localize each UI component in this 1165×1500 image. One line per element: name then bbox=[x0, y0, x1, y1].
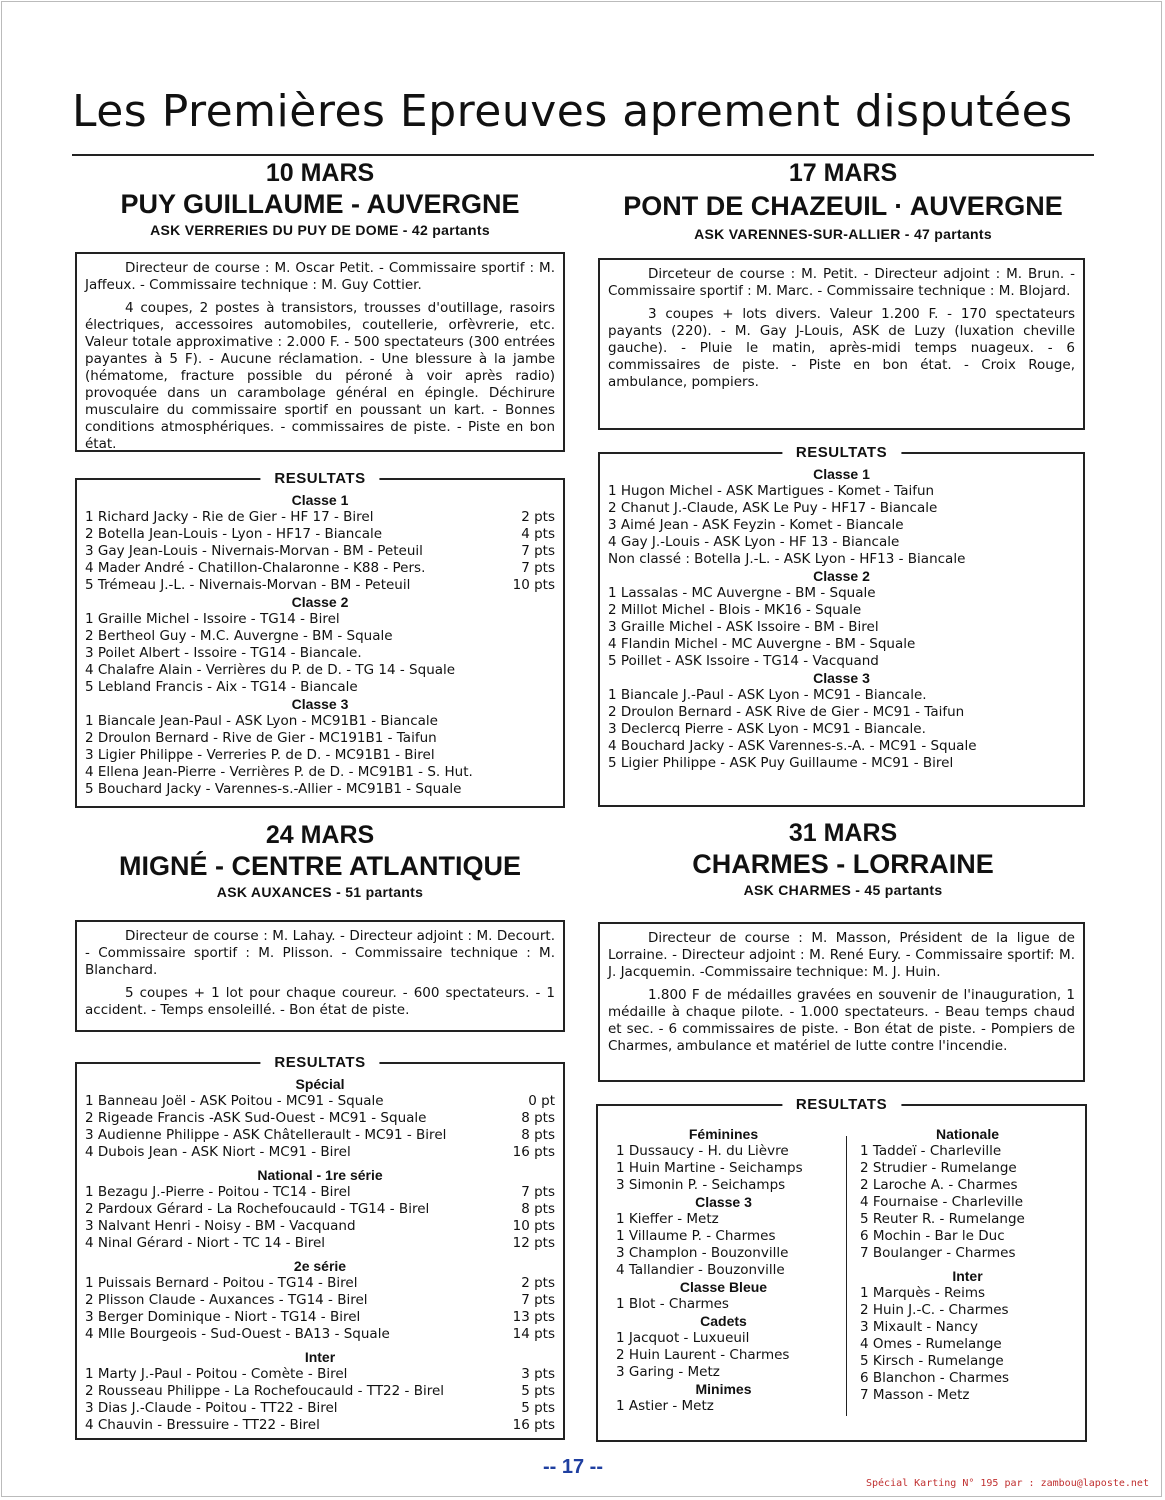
results-box-3 bbox=[75, 1054, 565, 1440]
result-points: 7 pts bbox=[521, 560, 555, 576]
result-entry: 1 Marty J.-Paul - Poitou - Comète - Birel bbox=[85, 1366, 348, 1382]
result-row bbox=[860, 1194, 1075, 1211]
result-points bbox=[1029, 687, 1075, 704]
result-entry: 1 Huin Martine - Seichamps bbox=[616, 1160, 803, 1176]
result-row bbox=[85, 747, 555, 764]
result-entry: 7 Masson - Metz bbox=[860, 1387, 970, 1403]
result-row bbox=[85, 1144, 555, 1161]
result-row bbox=[85, 1184, 555, 1201]
result-entry: 4 Bouchard Jacky - ASK Varennes-s.-A. - MC91 - Squale bbox=[608, 738, 977, 754]
result-entry: 1 Graille Michel - Issoire - TG14 - Birel bbox=[85, 611, 340, 627]
column-divider bbox=[846, 1136, 847, 1416]
result-row bbox=[860, 1177, 1075, 1194]
result-entry: 5 Trémeau J.-L. - Nivernais-Morvan - BM - Peteuil bbox=[85, 577, 411, 593]
result-entry: 2 Plisson Claude - Auxances - TG14 - Birel bbox=[85, 1292, 368, 1308]
class-heading: Classe 3 bbox=[695, 1194, 752, 1210]
result-entry: 2 Bertheol Guy - M.C. Auvergne - BM - Squale bbox=[85, 628, 393, 644]
result-entry: 1 Kieffer - Metz bbox=[616, 1211, 719, 1227]
result-row bbox=[85, 1383, 555, 1400]
result-points bbox=[509, 645, 555, 662]
result-row bbox=[616, 1347, 831, 1364]
results-heading: RESULTATS bbox=[260, 1054, 379, 1072]
result-points bbox=[1029, 704, 1075, 721]
result-entry: 3 Poilet Albert - Issoire - TG14 - Biancale. bbox=[85, 645, 362, 661]
result-row bbox=[85, 645, 555, 662]
result-row bbox=[608, 517, 1075, 534]
results-heading: RESULTATS bbox=[782, 444, 901, 462]
info-box-4 bbox=[598, 922, 1085, 1082]
result-row bbox=[608, 653, 1075, 670]
section-club: ASK AUXANCES - 51 partants bbox=[216, 884, 424, 900]
result-points bbox=[1029, 483, 1075, 500]
result-row bbox=[860, 1302, 1075, 1319]
result-points bbox=[509, 730, 555, 747]
section-header-3 bbox=[75, 820, 565, 902]
info-paragraph: 1.800 F de médailles gravées en souvenir de l'inauguration, 1 médaille à chaque pilote. - 1.000 spectateurs. - Beau temps chaud et sec. - 6 commissaires de piste. - Bon état de piste. - Pompiers de Charmes, ambulance et matériel de lutte contre l'incendie. bbox=[608, 987, 1075, 1054]
result-entry: 2 Pardoux Gérard - La Rochefoucauld - TG14 - Birel bbox=[85, 1201, 430, 1217]
result-points: 13 pts bbox=[512, 1309, 555, 1325]
result-entry: 4 Flandin Michel - MC Auvergne - BM - Squale bbox=[608, 636, 916, 652]
result-entry: 1 Blot - Charmes bbox=[616, 1296, 729, 1312]
result-entry: 2 Laroche A. - Charmes bbox=[860, 1177, 1018, 1193]
result-row bbox=[85, 526, 555, 543]
result-points bbox=[1029, 721, 1075, 738]
result-row bbox=[85, 577, 555, 594]
result-row bbox=[85, 1309, 555, 1326]
result-entry: 2 Droulon Bernard - ASK Rive de Gier - MC91 - Taifun bbox=[608, 704, 965, 720]
result-row bbox=[608, 755, 1075, 772]
result-row bbox=[85, 1127, 555, 1144]
result-points: 16 pts bbox=[512, 1144, 555, 1160]
result-points: 14 pts bbox=[512, 1326, 555, 1342]
result-row bbox=[608, 738, 1075, 755]
result-points bbox=[1029, 653, 1075, 670]
result-points: 5 pts bbox=[521, 1400, 555, 1416]
page-title: Les Premières Epreuves aprement disputées bbox=[72, 86, 1073, 137]
result-entry: 4 Dubois Jean - ASK Niort - MC91 - Birel bbox=[85, 1144, 351, 1160]
result-entry: 3 Garing - Metz bbox=[616, 1364, 720, 1380]
result-entry: 3 Nalvant Henri - Noisy - BM - Vacquand bbox=[85, 1218, 356, 1234]
info-paragraph: Directeur de course : M. Masson, Président de la ligue de Lorraine. - Directeur adjoint : M. René Eury. - Commissaire sportif: M. J. Jacquemin. -Commissaire technique: M. J. Huin. bbox=[608, 930, 1075, 980]
result-row bbox=[860, 1228, 1075, 1245]
result-entry: 3 Champlon - Bouzonville bbox=[616, 1245, 789, 1261]
class-heading: Inter bbox=[304, 1349, 336, 1365]
result-entry: 3 Graille Michel - ASK Issoire - BM - Birel bbox=[608, 619, 879, 635]
result-points bbox=[509, 611, 555, 628]
result-entry: 2 Huin Laurent - Charmes bbox=[616, 1347, 790, 1363]
result-points bbox=[509, 713, 555, 730]
result-row bbox=[860, 1143, 1075, 1160]
result-row bbox=[85, 543, 555, 560]
section-club: ASK VERRERIES DU PUY DE DOME - 42 partants bbox=[150, 222, 490, 238]
result-points bbox=[1029, 619, 1075, 636]
result-entry: 1 Dussaucy - H. du Lièvre bbox=[616, 1143, 789, 1159]
result-row bbox=[616, 1160, 831, 1177]
info-box-2 bbox=[598, 258, 1085, 430]
result-row bbox=[85, 679, 555, 696]
result-points bbox=[1029, 534, 1075, 551]
section-date: 17 MARS bbox=[788, 159, 898, 187]
result-row bbox=[608, 602, 1075, 619]
result-points bbox=[1029, 738, 1075, 755]
result-row bbox=[860, 1245, 1075, 1262]
result-row bbox=[85, 1326, 555, 1343]
result-row bbox=[608, 483, 1075, 500]
result-row bbox=[860, 1370, 1075, 1387]
result-row bbox=[85, 1218, 555, 1235]
result-row bbox=[85, 1417, 555, 1434]
result-row bbox=[616, 1262, 831, 1279]
result-entry: 2 Chanut J.-Claude, ASK Le Puy - HF17 - Biancale bbox=[608, 500, 938, 516]
result-row bbox=[85, 509, 555, 526]
result-points: 8 pts bbox=[521, 1110, 555, 1126]
result-row bbox=[85, 1292, 555, 1309]
class-heading: Classe Bleue bbox=[679, 1279, 768, 1295]
result-entry: 2 Rigeade Francis -ASK Sud-Ouest - MC91 - Squale bbox=[85, 1110, 427, 1126]
result-points: 8 pts bbox=[521, 1201, 555, 1217]
result-points bbox=[509, 764, 555, 781]
result-points bbox=[1029, 636, 1075, 653]
result-row bbox=[85, 1235, 555, 1252]
section-header-1 bbox=[75, 158, 565, 240]
result-entry: 4 Tallandier - Bouzonville bbox=[616, 1262, 785, 1278]
class-heading: Nationale bbox=[935, 1126, 999, 1142]
result-entry: Non classé : Botella J.-L. - ASK Lyon - HF13 - Biancale bbox=[608, 551, 966, 567]
result-entry: 4 Omes - Rumelange bbox=[860, 1336, 1002, 1352]
results-box-1 bbox=[75, 470, 565, 808]
result-row bbox=[616, 1211, 831, 1228]
result-points: 2 pts bbox=[521, 1275, 555, 1291]
result-entry: 4 Gay J.-Louis - ASK Lyon - HF 13 - Biancale bbox=[608, 534, 900, 550]
result-points bbox=[1029, 500, 1075, 517]
result-entry: 7 Boulanger - Charmes bbox=[860, 1245, 1016, 1261]
result-points bbox=[509, 662, 555, 679]
result-entry: 2 Droulon Bernard - Rive de Gier - MC191B1 - Taifun bbox=[85, 730, 437, 746]
result-row bbox=[85, 1110, 555, 1127]
page-number: -- 17 -- bbox=[543, 1456, 603, 1478]
result-row bbox=[608, 534, 1075, 551]
result-entry: 6 Blanchon - Charmes bbox=[860, 1370, 1010, 1386]
result-row bbox=[860, 1160, 1075, 1177]
section-date: 10 MARS bbox=[265, 159, 375, 187]
result-entry: 1 Puissais Bernard - Poitou - TG14 - Birel bbox=[85, 1275, 358, 1291]
result-row bbox=[85, 1093, 555, 1110]
result-row bbox=[860, 1336, 1075, 1353]
result-entry: 1 Taddeï - Charleville bbox=[860, 1143, 1002, 1159]
result-entry: 4 Ninal Gérard - Niort - TC 14 - Birel bbox=[85, 1235, 326, 1251]
class-heading: Féminines bbox=[688, 1126, 759, 1142]
class-heading: Inter bbox=[952, 1268, 983, 1284]
result-row bbox=[85, 730, 555, 747]
result-entry: 2 Rousseau Philippe - La Rochefoucauld - TT22 - Birel bbox=[85, 1383, 445, 1399]
result-entry: 4 Mlle Bourgeois - Sud-Ouest - BA13 - Squale bbox=[85, 1326, 390, 1342]
result-entry: 1 Biancale Jean-Paul - ASK Lyon - MC91B1 - Biancale bbox=[85, 713, 438, 729]
credit-line: Spécial Karting N° 195 par : zambou@laposte.net bbox=[866, 1478, 1149, 1489]
info-box-3 bbox=[75, 920, 565, 1032]
result-entry: 2 Millot Michel - Blois - MK16 - Squale bbox=[608, 602, 862, 618]
result-entry: 1 Bezagu J.-Pierre - Poitou - TC14 - Birel bbox=[85, 1184, 351, 1200]
result-entry: 5 Lebland Francis - Aix - TG14 - Biancale bbox=[85, 679, 358, 695]
result-points: 3 pts bbox=[521, 1366, 555, 1382]
info-paragraph: Directeur de course : M. Oscar Petit. - Commissaire sportif : M. Jaffeux. - Commissaire technique : M. Guy Cottier. bbox=[85, 260, 555, 293]
class-heading: Classe 1 bbox=[291, 492, 349, 508]
result-points: 7 pts bbox=[521, 543, 555, 559]
class-heading: Cadets bbox=[700, 1313, 747, 1329]
result-row bbox=[608, 619, 1075, 636]
result-points bbox=[509, 628, 555, 645]
result-points: 0 pt bbox=[528, 1093, 555, 1109]
result-row bbox=[85, 764, 555, 781]
result-row bbox=[608, 636, 1075, 653]
result-entry: 1 Lassalas - MC Auvergne - BM - Squale bbox=[608, 585, 876, 601]
result-entry: 5 Poillet - ASK Issoire - TG14 - Vacquand bbox=[608, 653, 879, 669]
result-entry: 3 Ligier Philippe - Verreries P. de D. - MC91B1 - Birel bbox=[85, 747, 435, 763]
result-entry: 3 Dias J.-Claude - Poitou - TT22 - Birel bbox=[85, 1400, 338, 1416]
class-heading: Classe 2 bbox=[813, 568, 870, 584]
result-row bbox=[616, 1398, 831, 1415]
result-entry: 1 Jacquot - Luxueuil bbox=[616, 1330, 750, 1346]
result-entry: 1 Villaume P. - Charmes bbox=[616, 1228, 776, 1244]
result-points bbox=[1029, 585, 1075, 602]
result-entry: 3 Mixault - Nancy bbox=[860, 1319, 978, 1335]
result-entry: 1 Richard Jacky - Rie de Gier - HF 17 - Birel bbox=[85, 509, 374, 525]
result-points: 10 pts bbox=[512, 1218, 555, 1234]
result-entry: 1 Banneau Joël - ASK Poitou - MC91 - Squale bbox=[85, 1093, 384, 1109]
result-points: 7 pts bbox=[521, 1292, 555, 1308]
result-entry: 1 Marquès - Reims bbox=[860, 1285, 986, 1301]
result-points: 8 pts bbox=[521, 1127, 555, 1143]
result-row bbox=[860, 1211, 1075, 1228]
result-entry: 4 Mader André - Chatillon-Chalaronne - K88 - Pers. bbox=[85, 560, 426, 576]
result-entry: 2 Botella Jean-Louis - Lyon - HF17 - Biancale bbox=[85, 526, 383, 542]
section-header-4 bbox=[598, 818, 1088, 900]
class-heading: National - 1re série bbox=[257, 1167, 383, 1183]
title-rule bbox=[72, 154, 1094, 156]
result-row bbox=[616, 1177, 831, 1194]
result-entry: 3 Aimé Jean - ASK Feyzin - Komet - Biancale bbox=[608, 517, 904, 533]
result-points: 5 pts bbox=[521, 1383, 555, 1399]
result-entry: 5 Bouchard Jacky - Varennes-s.-Allier - MC91B1 - Squale bbox=[85, 781, 462, 797]
result-row bbox=[608, 500, 1075, 517]
results-left-column bbox=[616, 1126, 831, 1415]
result-row bbox=[85, 611, 555, 628]
info-paragraph: Directeur de course : M. Lahay. - Directeur adjoint : M. Decourt. - Commissaire sportif : M. Plisson. - Commissaire technique : M. Blanchard. bbox=[85, 928, 555, 978]
class-heading: Spécial bbox=[295, 1076, 345, 1092]
result-row bbox=[85, 1201, 555, 1218]
result-row bbox=[616, 1364, 831, 1381]
section-club: ASK CHARMES - 45 partants bbox=[743, 882, 943, 898]
result-points bbox=[1029, 602, 1075, 619]
info-paragraph: Dirceteur de course : M. Petit. - Directeur adjoint : M. Brun. - Commissaire sportif : M. Marc. - Commissaire technique : M. Blojard. bbox=[608, 266, 1075, 299]
result-points bbox=[1029, 517, 1075, 534]
result-entry: 5 Ligier Philippe - ASK Puy Guillaume - MC91 - Birel bbox=[608, 755, 954, 771]
result-points: 12 pts bbox=[512, 1235, 555, 1251]
result-row bbox=[608, 704, 1075, 721]
section-place: PUY GUILLAUME - AUVERGNE bbox=[120, 189, 520, 219]
result-row bbox=[608, 585, 1075, 602]
results-box-4 bbox=[596, 1096, 1087, 1442]
info-paragraph: 3 coupes + lots divers. Valeur 1.200 F. - 170 spectateurs payants (220). - M. Gay J-Louis, ASK de Luzy (luxation cheville gauche). - Pluie le matin, après-midi temps nuageux. - 6 commissaires de piste. - Piste en bon état. - Croix Rouge, ambulance, pompiers. bbox=[608, 306, 1075, 390]
result-row bbox=[616, 1296, 831, 1313]
result-points: 2 pts bbox=[521, 509, 555, 525]
result-entry: 3 Berger Dominique - Niort - TG14 - Birel bbox=[85, 1309, 361, 1325]
result-points bbox=[1029, 755, 1075, 772]
result-row bbox=[85, 781, 555, 798]
class-heading: Classe 3 bbox=[813, 670, 870, 686]
result-row bbox=[85, 560, 555, 577]
result-points: 4 pts bbox=[521, 526, 555, 542]
result-row bbox=[85, 628, 555, 645]
result-points bbox=[1029, 551, 1075, 568]
result-points: 7 pts bbox=[521, 1184, 555, 1200]
info-paragraph: 4 coupes, 2 postes à transistors, trousses d'outillage, rasoirs électriques, accessoires automobiles, coutellerie, orfèvrerie, etc. Valeur totale approximative : 2.000 F. - 500 spectateurs (300 entrées payantes à 5 F). - Aucune réclamation. - Une blessure à la jambe (hématome, fracture possible du péroné à voir après radio) provoquée dans un carambolage général en épingle. Déchirure musculaire du commissaire sportif en poussant un kart. - Bonnes conditions atmosphériques. - commissaires de piste. - Piste en bon état. bbox=[85, 300, 555, 452]
result-row bbox=[608, 687, 1075, 704]
result-row bbox=[860, 1319, 1075, 1336]
result-row bbox=[608, 551, 1075, 568]
result-entry: 3 Audienne Philippe - ASK Châtellerault - MC91 - Birel bbox=[85, 1127, 447, 1143]
result-row bbox=[616, 1143, 831, 1160]
section-place: MIGNÉ - CENTRE ATLANTIQUE bbox=[119, 851, 521, 881]
section-date: 24 MARS bbox=[265, 821, 375, 849]
result-row bbox=[85, 1275, 555, 1292]
result-row bbox=[860, 1387, 1075, 1404]
section-club: ASK VARENNES-SUR-ALLIER - 47 partants bbox=[694, 226, 992, 242]
result-entry: 1 Hugon Michel - ASK Martigues - Komet - Taifun bbox=[608, 483, 935, 499]
result-row bbox=[85, 1366, 555, 1383]
class-heading: Classe 1 bbox=[813, 466, 870, 482]
result-row bbox=[608, 721, 1075, 738]
result-row bbox=[85, 1400, 555, 1417]
result-points bbox=[509, 747, 555, 764]
result-entry: 4 Chauvin - Bressuire - TT22 - Birel bbox=[85, 1417, 320, 1433]
results-box-2 bbox=[598, 444, 1085, 807]
results-right-column bbox=[860, 1126, 1075, 1404]
section-place: CHARMES - LORRAINE bbox=[692, 849, 994, 879]
result-entry: 4 Fournaise - Charleville bbox=[860, 1194, 1024, 1210]
result-row bbox=[616, 1330, 831, 1347]
section-date: 31 MARS bbox=[788, 819, 898, 847]
info-paragraph: 5 coupes + 1 lot pour chaque coureur. - 600 spectateurs. - 1 accident. - Temps ensoleillé. - Bon état de piste. bbox=[85, 985, 555, 1018]
result-row bbox=[85, 713, 555, 730]
result-entry: 4 Ellena Jean-Pierre - Verrières P. de D. - MC91B1 - S. Hut. bbox=[85, 764, 473, 780]
result-entry: 3 Declercq Pierre - ASK Lyon - MC91 - Biancale. bbox=[608, 721, 926, 737]
results-heading: RESULTATS bbox=[260, 470, 379, 488]
result-entry: 4 Chalafre Alain - Verrières du P. de D. - TG 14 - Squale bbox=[85, 662, 456, 678]
result-entry: 5 Reuter R. - Rumelange bbox=[860, 1211, 1025, 1227]
result-row bbox=[616, 1245, 831, 1262]
result-entry: 2 Strudier - Rumelange bbox=[860, 1160, 1017, 1176]
results-heading: RESULTATS bbox=[782, 1096, 901, 1114]
result-row bbox=[85, 662, 555, 679]
result-entry: 6 Mochin - Bar le Duc bbox=[860, 1228, 1005, 1244]
class-heading: Minimes bbox=[695, 1381, 752, 1397]
result-entry: 3 Simonin P. - Seichamps bbox=[616, 1177, 786, 1193]
class-heading: Classe 3 bbox=[291, 696, 349, 712]
section-place: PONT DE CHAZEUIL · AUVERGNE bbox=[623, 191, 1063, 221]
result-row bbox=[860, 1353, 1075, 1370]
info-box-1 bbox=[75, 252, 565, 452]
result-points: 10 pts bbox=[512, 577, 555, 593]
class-heading: Classe 2 bbox=[291, 594, 349, 610]
result-entry: 3 Gay Jean-Louis - Nivernais-Morvan - BM - Peteuil bbox=[85, 543, 423, 559]
class-heading: 2e série bbox=[293, 1258, 347, 1274]
result-points: 16 pts bbox=[512, 1417, 555, 1433]
result-entry: 1 Astier - Metz bbox=[616, 1398, 714, 1414]
result-row bbox=[616, 1228, 831, 1245]
result-points bbox=[509, 679, 555, 696]
section-header-2 bbox=[598, 158, 1088, 244]
result-points bbox=[509, 781, 555, 798]
result-entry: 2 Huin J.-C. - Charmes bbox=[860, 1302, 1009, 1318]
result-row bbox=[860, 1285, 1075, 1302]
result-entry: 5 Kirsch - Rumelange bbox=[860, 1353, 1004, 1369]
result-entry: 1 Biancale J.-Paul - ASK Lyon - MC91 - Biancale. bbox=[608, 687, 927, 703]
